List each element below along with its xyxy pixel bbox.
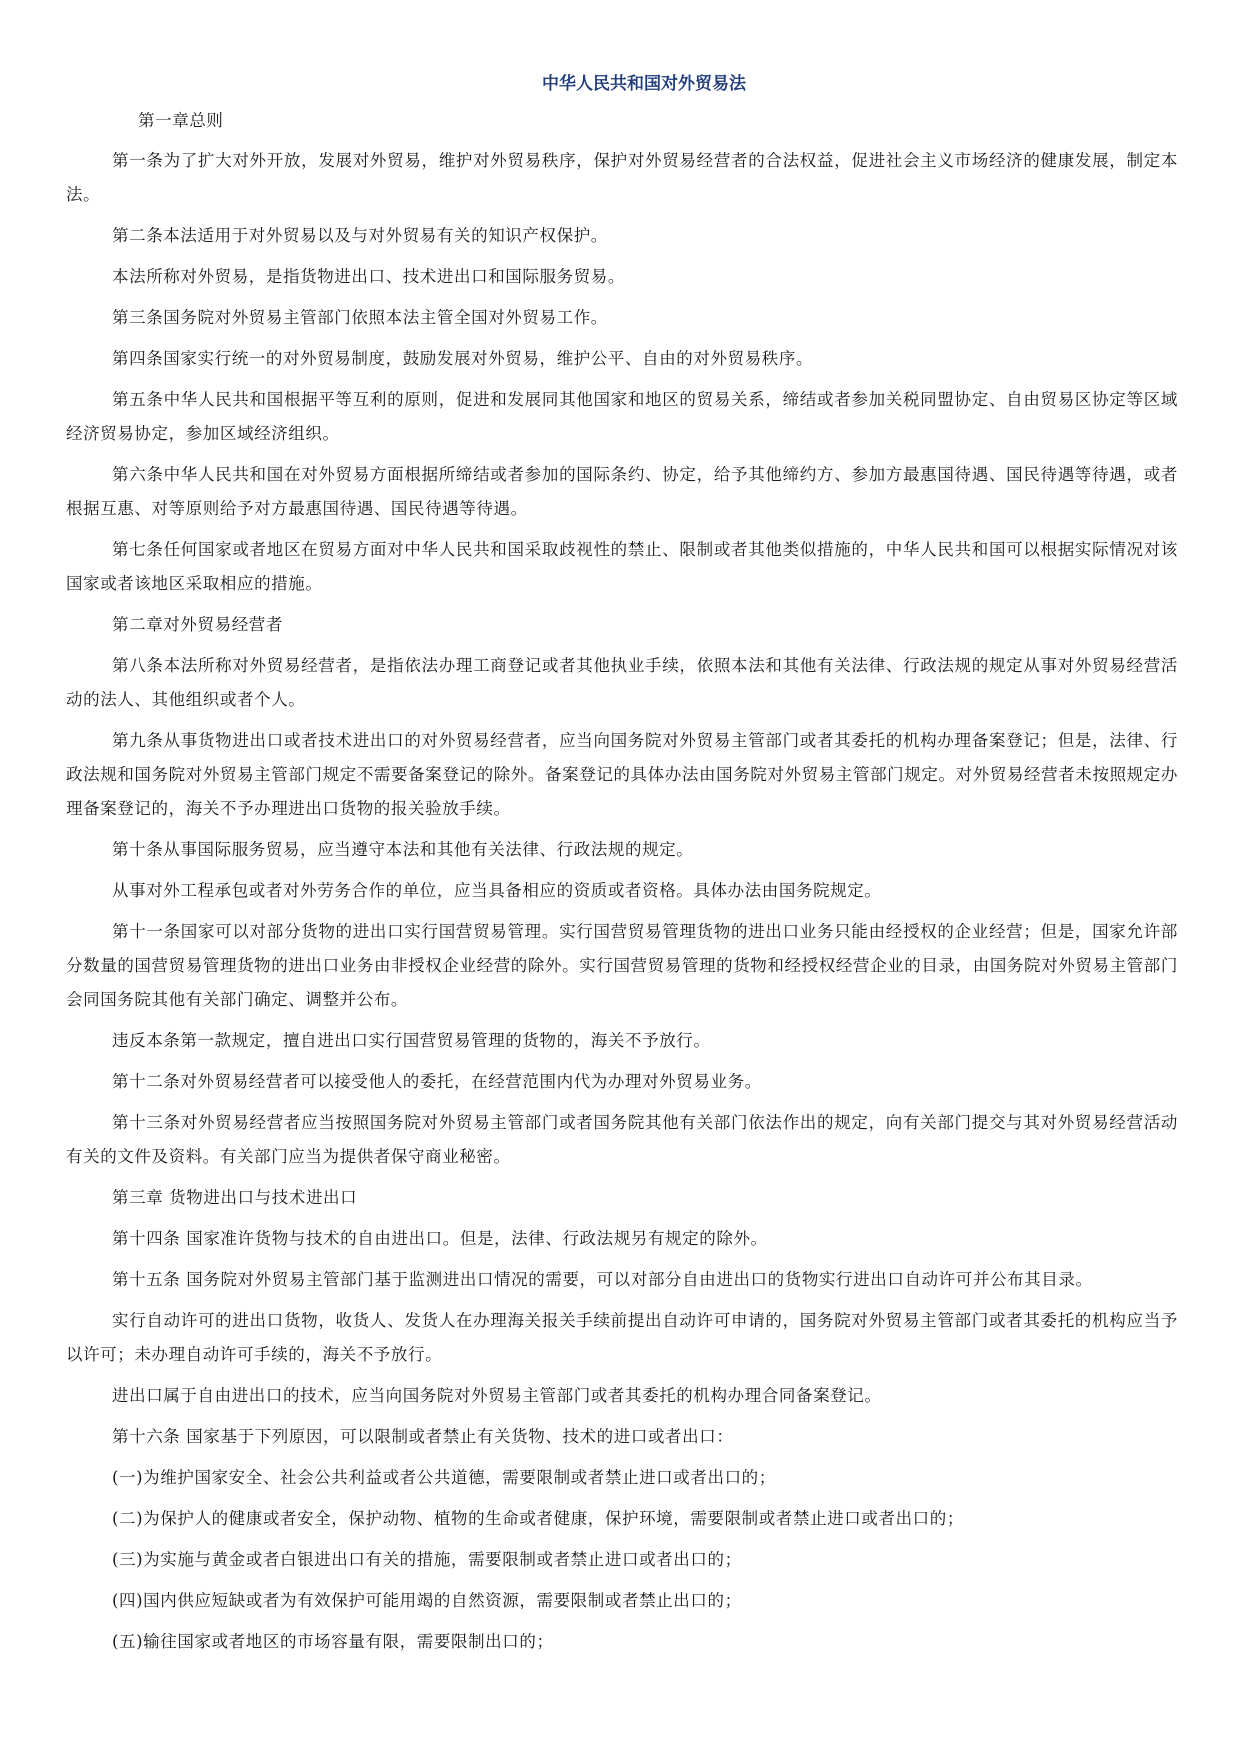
chapter-heading: 第二章对外贸易经营者 bbox=[112, 615, 283, 634]
article-paragraph: 本法所称对外贸易，是指货物进出口、技术进出口和国际服务贸易。 bbox=[112, 267, 625, 286]
article-paragraph: 实行自动许可的进出口货物，收货人、发货人在办理海关报关手续前提出自动许可申请的，国务院对外贸易主管部门或者其委托的机构应当予以许可；未办理自动许可手续的，海关不予放行。 bbox=[66, 1311, 1178, 1364]
article-paragraph: 第十三条对外贸易经营者应当按照国务院对外贸易主管部门或者国务院其他有关部门依法作出的规定，向有关部门提交与其对外贸易经营活动有关的文件及资料。有关部门应当为提供者保守商业秘密。 bbox=[66, 1113, 1178, 1166]
article-paragraph: 第十二条对外贸易经营者可以接受他人的委托，在经营范围内代为办理对外贸易业务。 bbox=[112, 1072, 762, 1091]
article-paragraph: 第一条为了扩大对外开放，发展对外贸易，维护对外贸易秩序，保护对外贸易经营者的合法权益，促进社会主义市场经济的健康发展，制定本法。 bbox=[66, 151, 1178, 204]
chapter-heading: 第三章 货物进出口与技术进出口 bbox=[112, 1188, 358, 1207]
article-paragraph: 第八条本法所称对外贸易经营者，是指依法办理工商登记或者其他执业手续，依照本法和其他有关法律、行政法规的规定从事对外贸易经营活动的法人、其他组织或者个人。 bbox=[66, 656, 1178, 709]
article-paragraph: 第十六条 国家基于下列原因，可以限制或者禁止有关货物、技术的进口或者出口： bbox=[112, 1427, 734, 1446]
article-paragraph: 进出口属于自由进出口的技术，应当向国务院对外贸易主管部门或者其委托的机构办理合同备案登记。 bbox=[112, 1386, 882, 1405]
article-paragraph: 第三条国务院对外贸易主管部门依照本法主管全国对外贸易工作。 bbox=[112, 308, 608, 327]
article-paragraph: 第十四条 国家准许货物与技术的自由进出口。但是，法律、行政法规另有规定的除外。 bbox=[112, 1229, 768, 1248]
article-paragraph: 第十条从事国际服务贸易，应当遵守本法和其他有关法律、行政法规的规定。 bbox=[112, 840, 694, 859]
chapter-heading: 第一章总则 bbox=[138, 111, 224, 130]
list-item: (四)国内供应短缺或者为有效保护可能用竭的自然资源，需要限制或者禁止出口的； bbox=[112, 1591, 742, 1610]
document-title: 中华人民共和国对外贸易法 bbox=[542, 74, 746, 94]
article-paragraph: 第四条国家实行统一的对外贸易制度，鼓励发展对外贸易，维护公平、自由的对外贸易秩序。 bbox=[112, 349, 814, 368]
list-item: (二)为保护人的健康或者安全，保护动物、植物的生命或者健康，保护环境，需要限制或者禁止进口或者出口的； bbox=[112, 1509, 964, 1528]
article-paragraph: 第二条本法适用于对外贸易以及与对外贸易有关的知识产权保护。 bbox=[112, 226, 608, 245]
article-paragraph: 第十一条国家可以对部分货物的进出口实行国营贸易管理。实行国营贸易管理货物的进出口业务只能由经授权的企业经营；但是，国家允许部分数量的国营贸易管理货物的进出口业务由非授权企业经营的除外。实行国营贸易管理的货物和经授权经营企业的目录，由国务院对外贸易主管部门会同国务院其他有关部门确定、调整并公布。 bbox=[66, 922, 1178, 1009]
article-paragraph: 第七条任何国家或者地区在贸易方面对中华人民共和国采取歧视性的禁止、限制或者其他类似措施的，中华人民共和国可以根据实际情况对该国家或者该地区采取相应的措施。 bbox=[66, 540, 1178, 593]
article-paragraph: 第五条中华人民共和国根据平等互利的原则，促进和发展同其他国家和地区的贸易关系，缔结或者参加关税同盟协定、自由贸易区协定等区域经济贸易协定，参加区域经济组织。 bbox=[66, 390, 1178, 443]
article-paragraph: 第十五条 国务院对外贸易主管部门基于监测进出口情况的需要，可以对部分自由进出口的货物实行进出口自动许可并公布其目录。 bbox=[112, 1270, 1093, 1289]
document-page bbox=[66, 64, 1178, 1666]
article-paragraph: 第九条从事货物进出口或者技术进出口的对外贸易经营者，应当向国务院对外贸易主管部门或者其委托的机构办理备案登记；但是，法律、行政法规和国务院对外贸易主管部门规定不需要备案登记的除外。备案登记的具体办法由国务院对外贸易主管部门规定。对外贸易经营者未按照规定办理备案登记的，海关不予办理进出口货物的报关验放手续。 bbox=[66, 731, 1178, 818]
article-paragraph: 第六条中华人民共和国在对外贸易方面根据所缔结或者参加的国际条约、协定，给予其他缔约方、参加方最惠国待遇、国民待遇等待遇，或者根据互惠、对等原则给予对方最惠国待遇、国民待遇等待遇。 bbox=[66, 465, 1178, 518]
list-item: (一)为维护国家安全、社会公共利益或者公共道德，需要限制或者禁止进口或者出口的； bbox=[112, 1468, 776, 1487]
article-paragraph: 从事对外工程承包或者对外劳务合作的单位，应当具备相应的资质或者资格。具体办法由国务院规定。 bbox=[112, 881, 882, 900]
list-item: (三)为实施与黄金或者白银进出口有关的措施，需要限制或者禁止进口或者出口的； bbox=[112, 1550, 742, 1569]
list-item: (五)输往国家或者地区的市场容量有限，需要限制出口的； bbox=[112, 1632, 554, 1651]
article-paragraph: 违反本条第一款规定，擅自进出口实行国营贸易管理的货物的，海关不予放行。 bbox=[112, 1031, 711, 1050]
